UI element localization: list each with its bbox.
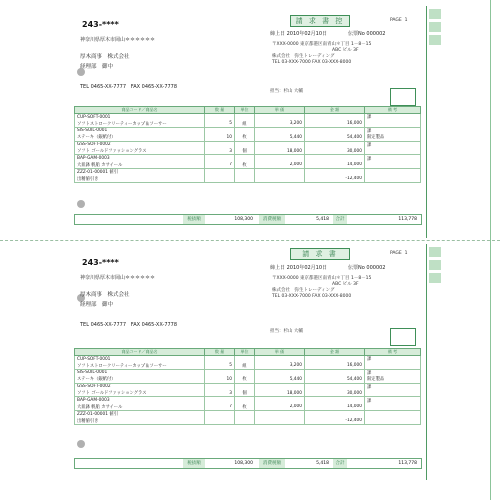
table-body [75,114,421,183]
table-cell [365,120,421,127]
table-cell: 課 [365,141,421,148]
total-label: 合計 [333,459,347,468]
issuer-block [272,276,371,300]
table-row [75,397,421,404]
column-header: 単位 [235,107,255,114]
table-row [75,134,421,141]
column-header: 単 価 [255,349,305,356]
tax-value: 5,418 [316,461,329,466]
customer-company: 厚木商事 株式会社 [80,292,130,298]
table-cell [205,127,235,134]
issuer-phone: TEL 03-XXX-7000 FAX 03-XXX-8000 [272,60,352,65]
table-cell [205,169,235,176]
table-cell: ZZZ-01-00001 値引 [75,169,205,176]
table-cell [255,369,305,376]
table-cell [255,383,305,390]
total-label: 合計 [333,215,347,224]
table-cell [255,127,305,134]
table-cell: ソフトストロークリーティーカップ＆ソーサー [75,120,205,127]
table-cell: ステーキ（銀紙付） [75,376,205,383]
totals-bar [74,214,422,225]
table-header-row [75,107,421,114]
stub-band [429,9,441,19]
table-cell: 10 [205,134,235,141]
issuer-company: 株式会社 弥生トレーディング [272,288,335,293]
table-cell [305,383,365,390]
table-cell [235,141,255,148]
table-cell: 課 [365,383,421,390]
binder-hole-icon [77,440,85,448]
table-row [75,127,421,134]
table-cell: BAP-GAM-0003 [75,397,205,404]
table-cell: BAP-GAM-0003 [75,155,205,162]
table-row [75,404,421,411]
table-cell [255,155,305,162]
table-cell: 出精値引き [75,418,205,425]
customer-company: 厚木商事 株式会社 [80,54,130,60]
table-cell [365,404,421,411]
table-cell [205,141,235,148]
table-cell: 30,000 [305,390,365,397]
table-cell: SIS-SUIL-0001 [75,369,205,376]
table-cell [365,148,421,155]
total-value: 113,778 [398,461,417,466]
perforation-line [0,240,500,241]
stub-band [429,22,441,32]
table-cell: 2,000 [255,404,305,411]
invoice-original [60,244,420,480]
table-cell [235,418,255,425]
stub-band [429,273,441,283]
table-cell [205,418,235,425]
page-number: PAGE 1 [390,251,408,256]
table-cell: 30,000 [305,148,365,155]
table-cell [305,169,365,176]
column-header: 数 量 [205,349,235,356]
tax-label: 消費税額 [259,459,285,468]
table-cell [305,127,365,134]
customer-zip: 243-**** [82,258,119,267]
customer-tel: TEL 0465-XX-7777 [80,322,126,328]
table-cell: 課 [365,114,421,121]
table-cell [255,169,305,176]
table-cell: SIS-SUIL-0001 [75,127,205,134]
table-cell: 枚 [235,162,255,169]
table-cell: 個 [235,390,255,397]
line-items-table [74,348,421,425]
table-cell: 5,440 [255,134,305,141]
issuer-phone: TEL 03-XXX-7000 FAX 03-XXX-8000 [272,294,352,299]
side-stub [426,6,443,238]
table-cell: 枚 [235,404,255,411]
table-cell [235,169,255,176]
table-cell [255,176,305,183]
customer-fax: FAX 0465-XX-7778 [130,322,178,328]
table-cell: 大皿鉢 帆船 カサイール [75,404,205,411]
line-items-table [74,106,421,183]
customer-zip: 243-**** [82,20,119,29]
table-cell: 7 [205,404,235,411]
form-edge-line [490,0,491,500]
column-header: 商品コード／商品名 [75,107,205,114]
table-cell: -12,400 [305,418,365,425]
table-row [75,148,421,155]
table-cell: ソフト ゴールドファッショングラス [75,390,205,397]
table-cell: ステーキ（銀紙付） [75,134,205,141]
table-cell: CUP-SOFT-0001 [75,114,205,121]
column-header: 備 考 [365,349,421,356]
table-cell: ZZZ-01-00001 値引 [75,411,205,418]
table-row [75,141,421,148]
table-cell: 枚 [235,134,255,141]
table-row [75,376,421,383]
table-cell [305,141,365,148]
issuer-address: 〒XXX-0000 東京都港区南青山＊丁目 1－8－15 [272,276,372,281]
subtotal-value: 108,300 [234,217,253,222]
table-cell: GSS-SOFT-0002 [75,383,205,390]
table-cell [255,397,305,404]
table-cell: 5,440 [255,376,305,383]
column-header: 金 額 [305,107,365,114]
table-cell: 54,400 [305,376,365,383]
table-cell: 課 [365,369,421,376]
table-cell: 54,400 [305,134,365,141]
table-cell [235,114,255,121]
table-cell [305,411,365,418]
table-cell [255,411,305,418]
table-body [75,356,421,425]
table-cell: 5 [205,120,235,127]
column-header: 単 価 [255,107,305,114]
table-cell [235,411,255,418]
table-cell [365,176,421,183]
table-cell: 枚 [235,376,255,383]
customer-phone [80,322,177,328]
sales-rep: 担当：杉山 大輔 [270,89,303,94]
table-cell [365,418,421,425]
total-value: 113,778 [398,217,417,222]
table-cell [305,397,365,404]
table-row [75,162,421,169]
issuer-address: 〒XXX-0000 東京都港区南青山＊丁目 1－8－15 [272,42,372,47]
customer-fax: FAX 0465-XX-7778 [130,84,178,90]
table-cell: 10 [205,376,235,383]
column-header: 備 考 [365,107,421,114]
table-row [75,114,421,121]
customer-person: 経理部 御中 [80,64,114,70]
table-header-row [75,349,421,356]
table-cell [365,411,421,418]
table-cell [365,162,421,169]
totals-bar [74,458,422,469]
issuer-building: ABC ビル 3F [332,282,359,287]
seal-box [390,88,416,106]
table-cell [255,356,305,363]
table-cell: ソフトストロークリーティーカップ＆ソーサー [75,362,205,369]
invoice-copy [60,6,420,238]
table-cell [305,155,365,162]
table-cell [235,356,255,363]
table-row [75,418,421,425]
table-row [75,120,421,127]
table-cell: CUP-SOFT-0001 [75,356,205,363]
customer-person: 経理部 御中 [80,302,114,308]
issuer-company: 株式会社 弥生トレーディング [272,54,335,59]
table-cell: 5 [205,362,235,369]
table-cell: 個 [235,148,255,155]
customer-address: 神奈川県厚木市岡山＊＊＊＊＊＊ [80,275,156,281]
customer-tel: TEL 0465-XX-7777 [80,84,126,90]
table-cell [255,141,305,148]
table-cell: 14,000 [305,162,365,169]
table-cell [205,114,235,121]
document-title: 請 求 書 控 [290,15,350,27]
table-cell: 課 [365,155,421,162]
table-cell [305,356,365,363]
table-cell [235,369,255,376]
table-cell: 3 [205,148,235,155]
column-header: 商品コード／商品名 [75,349,205,356]
table-cell [205,176,235,183]
table-cell: -12,400 [305,176,365,183]
sales-rep: 担当：杉山 大輔 [270,329,303,334]
subtotal-value: 108,300 [234,461,253,466]
table-cell: 16,000 [305,362,365,369]
table-row [75,369,421,376]
table-cell [235,155,255,162]
closing-date: 締上日 2010年02月10日 [270,31,328,37]
closing-date: 締上日 2010年02月10日 [270,265,328,271]
tax-value: 5,418 [316,217,329,222]
table-cell [365,390,421,397]
stub-band [429,260,441,270]
table-row [75,383,421,390]
table-cell: 組 [235,120,255,127]
table-row [75,176,421,183]
table-row [75,390,421,397]
column-header: 数 量 [205,107,235,114]
table-cell: 16,000 [305,120,365,127]
column-header: 金 額 [305,349,365,356]
table-cell: 限定製品 [365,376,421,383]
table-cell [205,397,235,404]
table-cell [255,114,305,121]
table-cell [365,362,421,369]
invoice-number: 伝票No 000002 [348,265,386,271]
table-cell: 限定製品 [365,134,421,141]
table-cell: 3 [205,390,235,397]
table-cell: 課 [365,397,421,404]
table-cell [255,418,305,425]
table-cell [235,397,255,404]
issuer-block [272,42,371,66]
table-row [75,155,421,162]
tax-label: 消費税額 [259,215,285,224]
customer-phone [80,84,177,90]
customer-address: 神奈川県厚木市岡山＊＊＊＊＊＊ [80,37,156,43]
table-cell: 7 [205,162,235,169]
stub-band [429,247,441,257]
document-title: 請 求 書 [290,248,350,260]
table-cell [205,383,235,390]
table-cell: 組 [235,362,255,369]
table-cell: 14,000 [305,404,365,411]
table-cell [235,127,255,134]
table-cell: 18,000 [255,390,305,397]
table-cell [205,155,235,162]
table-cell [205,411,235,418]
table-cell [305,369,365,376]
table-cell: 課 [365,356,421,363]
subtotal-label: 税抜額 [183,215,205,224]
table-cell [235,383,255,390]
table-cell [205,369,235,376]
page-number: PAGE 1 [390,18,408,23]
table-cell: ソフト ゴールドファッショングラス [75,148,205,155]
stub-band [429,35,441,45]
table-cell: 2,000 [255,162,305,169]
table-cell [205,356,235,363]
table-cell [365,169,421,176]
issuer-building: ABC ビル 3F [332,48,359,53]
table-row [75,411,421,418]
table-cell: 3,200 [255,120,305,127]
table-cell: 課 [365,127,421,134]
table-cell: 出精値引き [75,176,205,183]
binder-hole-icon [77,200,85,208]
table-cell: GSS-SOFT-0002 [75,141,205,148]
table-cell: 大皿鉢 帆船 カサイール [75,162,205,169]
table-row [75,356,421,363]
column-header: 単位 [235,349,255,356]
table-cell [235,176,255,183]
seal-box [390,328,416,346]
table-row [75,362,421,369]
subtotal-label: 税抜額 [183,459,205,468]
table-cell: 3,200 [255,362,305,369]
table-cell [305,114,365,121]
invoice-number: 伝票No 000002 [348,31,386,37]
table-cell: 18,000 [255,148,305,155]
side-stub [426,244,443,480]
table-row [75,169,421,176]
